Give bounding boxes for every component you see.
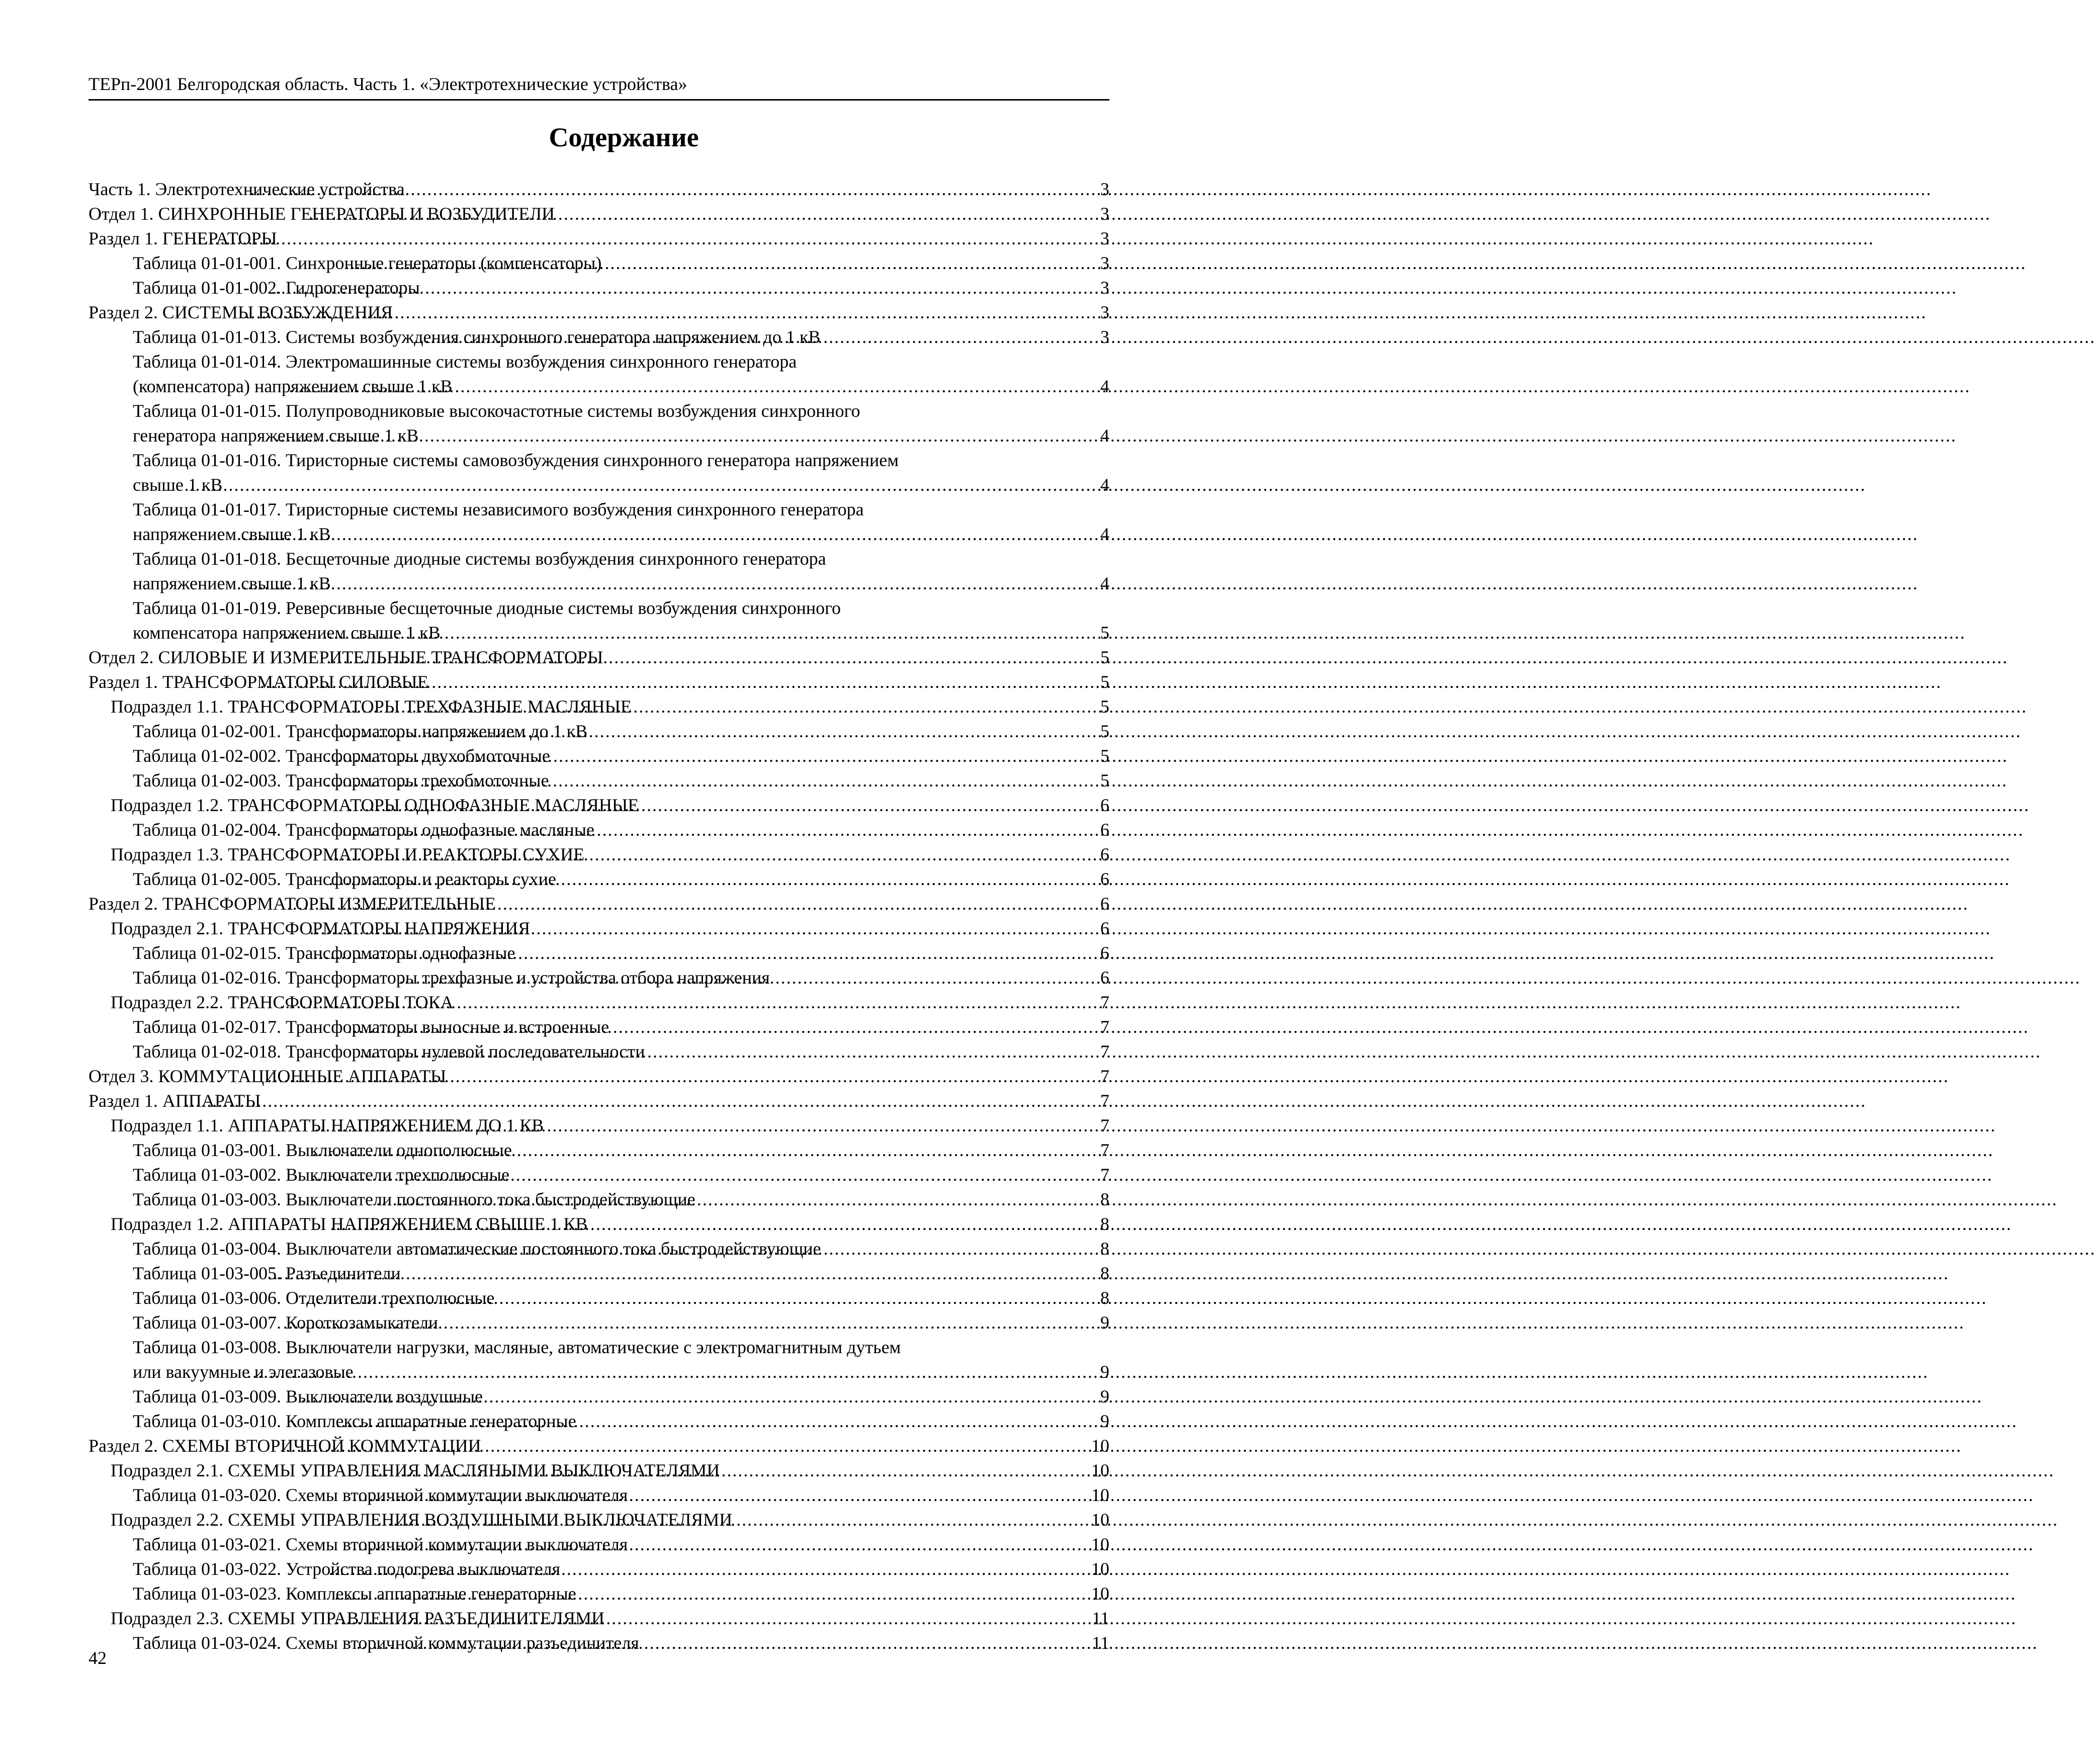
toc-entry-title: Раздел 1. ТРАНСФОРМАТОРЫ СИЛОВЫЕ <box>89 672 428 692</box>
toc-entry-title: Таблица 01-02-003. Трансформаторы трехобмоточные <box>133 770 549 790</box>
toc-entry-title: Таблица 01-03-008. Выключатели нагрузки, масляные, автоматические с электромагнитным дутьем <box>133 1337 901 1357</box>
toc-entry-title: Таблица 01-03-022. Устройства подогрева выключателя <box>133 1559 561 1579</box>
toc-entry-title: Таблица 01-03-010. Комплексы аппаратные генераторные <box>133 1411 576 1431</box>
toc-entry-page: 3 <box>1100 327 1109 347</box>
toc-entry[interactable] <box>89 1039 1109 1064</box>
toc-entry[interactable] <box>89 1532 1109 1557</box>
toc-entry-page: 3 <box>1100 253 1109 273</box>
toc-entry-title: Отдел 3. КОММУТАЦИОННЫЕ АППАРАТЫ <box>89 1066 447 1086</box>
toc-entry-title: Раздел 2. СИСТЕМЫ ВОЗБУЖДЕНИЯ <box>89 302 393 322</box>
dot-leader <box>345 251 1094 276</box>
toc-entry-title: Таблица 01-03-006. Отделители трехполюсные <box>133 1288 495 1308</box>
dot-leader <box>301 1384 1094 1409</box>
toc-entry-title: Таблица 01-03-002. Выключатели трехполюсные <box>133 1165 509 1185</box>
toc-entry[interactable] <box>89 177 1109 202</box>
dot-leader <box>289 374 1094 399</box>
dot-leader <box>399 965 1094 990</box>
toc-entry-title: Подраздел 2.3. СХЕМЫ УПРАВЛЕНИЯ РАЗЪЕДИНИТЕЛЯМИ <box>111 1608 604 1628</box>
toc-entry[interactable] <box>89 276 1109 300</box>
dot-leader <box>237 571 1094 596</box>
toc-entry-page: 5 <box>1100 721 1109 741</box>
dot-leader <box>185 473 1094 497</box>
dot-leader <box>311 1163 1094 1187</box>
toc-entry-page: 4 <box>1100 376 1109 396</box>
toc-entry-title-continued: напряжением свыше 1 кВ <box>133 524 331 544</box>
toc-entry-title-continued: свыше 1 кВ <box>133 475 223 495</box>
toc-entry[interactable] <box>89 1015 1109 1039</box>
dot-leader <box>353 1483 1088 1508</box>
toc-entry[interactable] <box>89 892 1109 916</box>
toc-entry[interactable] <box>89 349 1109 399</box>
dot-leader <box>377 1508 1088 1532</box>
page-title: Содержание <box>549 122 699 152</box>
dot-leader <box>185 1089 1094 1113</box>
toc-entry-title: Таблица 01-01-016. Тиристорные системы самовозбуждения синхронного генератора напряжением <box>133 450 899 470</box>
toc-entry[interactable] <box>89 694 1109 719</box>
toc-entry-title: Подраздел 2.2. ТРАНСФОРМАТОРЫ ТОКА <box>111 992 454 1012</box>
toc-entry-title: Подраздел 1.2. АППАРАТЫ НАПРЯЖЕНИЕМ СВЫШЕ 1 КВ <box>111 1214 588 1234</box>
toc-entry-page: 6 <box>1100 820 1109 840</box>
toc-entry-title: Таблица 01-03-021. Схемы вторичной коммутации выключателя <box>133 1534 628 1554</box>
toc-entry-page: 3 <box>1100 302 1109 322</box>
toc-entry-page: 5 <box>1100 770 1109 790</box>
toc-entry-page: 10 <box>1091 1559 1109 1579</box>
toc-entry[interactable] <box>89 399 1109 448</box>
toc-entry[interactable] <box>89 768 1109 793</box>
toc-entry-page: 10 <box>1091 1436 1109 1456</box>
toc-entry-title: Таблица 01-03-004. Выключатели автоматические постоянного тока быстродействующие <box>133 1239 821 1259</box>
toc-entry-title: Подраздел 2.1. ТРАНСФОРМАТОРЫ НАПРЯЖЕНИЯ <box>111 918 531 938</box>
toc-entry-page: 7 <box>1100 1066 1109 1086</box>
dot-leader <box>283 1310 1094 1335</box>
toc-entry-title: Раздел 1. ГЕНЕРАТОРЫ <box>89 228 277 248</box>
toc-entry-page: 6 <box>1100 918 1109 938</box>
dot-leader <box>326 768 1094 793</box>
toc-entry-page: 9 <box>1100 1386 1109 1406</box>
dot-leader <box>329 842 1094 867</box>
toc-entry-title: Раздел 2. СХЕМЫ ВТОРИЧНОЙ КОММУТАЦИИ <box>89 1436 481 1456</box>
toc-entry-page: 10 <box>1091 1460 1109 1480</box>
toc-entry-title: Таблица 01-01-013. Системы возбуждения синхронного генератора напряжением до 1 кВ <box>133 327 821 347</box>
toc-entry[interactable] <box>89 596 1109 645</box>
toc-entry[interactable] <box>89 719 1109 744</box>
dot-leader <box>334 1581 1088 1606</box>
toc-entry-title-continued: генератора напряжением свыше 1 кВ <box>133 425 419 446</box>
dot-leader <box>345 694 1094 719</box>
toc-entry[interactable] <box>89 1483 1109 1508</box>
toc-entry[interactable] <box>89 1557 1109 1581</box>
toc-entry-page: 10 <box>1091 1583 1109 1604</box>
dot-leader <box>268 1261 1094 1286</box>
toc-entry-title: Таблица 01-02-004. Трансформаторы однофазные масляные <box>133 820 594 840</box>
dot-leader <box>284 621 1094 645</box>
toc-entry-page: 3 <box>1100 179 1109 199</box>
dot-leader <box>336 1409 1094 1434</box>
dot-leader <box>414 1237 1095 1261</box>
toc-entry-page: 11 <box>1092 1633 1109 1653</box>
dot-leader <box>373 1458 1088 1483</box>
toc-entry[interactable] <box>89 645 1109 670</box>
dot-leader <box>309 916 1094 941</box>
toc-entry-page: 8 <box>1100 1239 1109 1259</box>
toc-entry[interactable] <box>89 965 1109 990</box>
dot-leader <box>353 1532 1088 1557</box>
toc-entry[interactable] <box>89 1458 1109 1483</box>
toc-entry-title-continued: напряжением свыше 1 кВ <box>133 573 331 593</box>
dot-leader <box>326 645 1094 670</box>
dot-leader <box>237 522 1094 547</box>
toc-entry-title: Отдел 2. СИЛОВЫЕ И ИЗМЕРИТЕЛЬНЫЕ ТРАНСФОРМАТОРЫ <box>89 647 603 667</box>
toc-entry-title: Таблица 01-02-016. Трансформаторы трехфазные и устройства отбора напряжения <box>133 967 770 988</box>
dot-leader <box>275 423 1094 448</box>
toc-entry-title: Подраздел 1.1. ТРАНСФОРМАТОРЫ ТРЕХФАЗНЫЕ МАСЛЯНЫЕ <box>111 696 632 717</box>
toc-entry-title-continued: компенсатора напряжением свыше 1 кВ <box>133 623 441 643</box>
toc-entry[interactable] <box>89 1508 1109 1532</box>
toc-entry[interactable] <box>89 1163 1109 1187</box>
dot-leader <box>335 1606 1089 1631</box>
toc-entry-title: Таблица 01-01-017. Тиристорные системы независимого возбуждения синхронного генератора <box>133 499 864 519</box>
toc-entry-title: Подраздел 1.3. ТРАНСФОРМАТОРЫ И РЕАКТОРЫ СУХИЕ <box>111 844 585 864</box>
dot-leader <box>326 744 1094 768</box>
toc-entry-title: Таблица 01-03-001. Выключатели однополюсные <box>133 1140 512 1160</box>
toc-entry-title: Таблица 01-03-003. Выключатели постоянного тока быстродействующие <box>133 1189 695 1209</box>
toc-entry-title: Таблица 01-02-017. Трансформаторы выносные и встроенные <box>133 1017 609 1037</box>
toc-entry-title: Таблица 01-02-005. Трансформаторы и реакторы сухие <box>133 869 556 889</box>
toc-entry-title: Таблица 01-02-001. Трансформаторы напряжением до 1 кВ <box>133 721 588 741</box>
toc-entry-title: Таблица 01-03-020. Схемы вторичной коммутации выключателя <box>133 1485 628 1505</box>
dot-leader <box>348 793 1094 818</box>
toc-entry[interactable] <box>89 497 1109 547</box>
toc-entry[interactable] <box>89 251 1109 276</box>
dot-leader <box>287 892 1094 916</box>
toc-entry-page: 11 <box>1092 1608 1109 1628</box>
toc-entry-title: Таблица 01-03-023. Комплексы аппаратные генераторные <box>133 1583 576 1604</box>
toc-entry-page: 10 <box>1091 1485 1109 1505</box>
toc-entry-page: 5 <box>1100 672 1109 692</box>
toc-entry-page: 10 <box>1091 1510 1109 1530</box>
toc-entry[interactable] <box>89 1237 1109 1261</box>
toc-entry-title: Таблица 01-02-002. Трансформаторы двухобмоточные <box>133 746 550 766</box>
toc-entry[interactable] <box>89 1113 1109 1138</box>
toc-entry-page: 7 <box>1100 1115 1109 1135</box>
toc-entry-page: 9 <box>1100 1362 1109 1382</box>
toc-entry[interactable] <box>89 1138 1109 1163</box>
toc-entry-page: 5 <box>1100 696 1109 717</box>
toc-entry-page: 7 <box>1100 1091 1109 1111</box>
toc-entry-page: 9 <box>1100 1312 1109 1333</box>
toc-entry-page: 10 <box>1091 1534 1109 1554</box>
toc-entry[interactable] <box>89 1606 1109 1631</box>
toc-entry-page: 9 <box>1100 1411 1109 1431</box>
dot-leader <box>414 325 1094 349</box>
running-header: ТЕРп-2001 Белгородская область. Часть 1. «Электротехнические устройства» <box>89 74 687 94</box>
toc-entry-page: 5 <box>1100 623 1109 643</box>
toc-entry-title: Таблица 01-01-019. Реверсивные бесщеточные диодные системы возбуждения синхронного <box>133 598 841 618</box>
toc-entry-page: 7 <box>1100 1017 1109 1037</box>
dot-leader <box>347 1015 1094 1039</box>
dot-leader <box>309 202 1094 226</box>
page-number: 42 <box>89 1648 107 1668</box>
toc-entry-title: Подраздел 1.2. ТРАНСФОРМАТОРЫ ОДНОФАЗНЫЕ МАСЛЯНЫЕ <box>111 795 639 815</box>
toc-entry-page: 7 <box>1100 1041 1109 1062</box>
toc-entry-page: 5 <box>1100 647 1109 667</box>
toc-entry[interactable] <box>89 793 1109 818</box>
dot-leader <box>329 1557 1088 1581</box>
dot-leader <box>247 1360 1094 1384</box>
toc-entry-page: 4 <box>1100 425 1109 446</box>
toc-entry[interactable] <box>89 842 1109 867</box>
toc-entry[interactable] <box>89 1581 1109 1606</box>
toc-entry-page: 7 <box>1100 1140 1109 1160</box>
toc-entry[interactable] <box>89 300 1109 325</box>
toc-entry[interactable] <box>89 670 1109 694</box>
toc-entry-title: Таблица 01-01-002. Гидрогенераторы <box>133 278 420 298</box>
dot-leader <box>328 867 1094 892</box>
dot-leader <box>340 719 1094 744</box>
toc-entry-page: 5 <box>1100 746 1109 766</box>
toc-entry[interactable] <box>89 941 1109 965</box>
toc-entry-title: Таблица 01-01-018. Бесщеточные диодные системы возбуждения синхронного генератора <box>133 549 826 569</box>
toc-entry[interactable] <box>89 1064 1109 1089</box>
toc-entry-title: Раздел 2. ТРАНСФОРМАТОРЫ ИЗМЕРИТЕЛЬНЫЕ <box>89 894 496 914</box>
toc-entry[interactable] <box>89 1261 1109 1286</box>
toc-entry-page: 6 <box>1100 967 1109 988</box>
toc-entry-title: Отдел 1. СИНХРОННЫЕ ГЕНЕРАТОРЫ И ВОЗБУДИТЕЛИ <box>89 204 555 224</box>
dot-leader <box>260 670 1094 694</box>
toc-entry[interactable] <box>89 867 1109 892</box>
toc-entry[interactable] <box>89 1434 1109 1458</box>
toc-entry-title: Раздел 1. АППАРАТЫ <box>89 1091 261 1111</box>
toc-entry-title: Таблица 01-03-005. Разъединители <box>133 1263 401 1283</box>
toc-entry-page: 8 <box>1100 1288 1109 1308</box>
toc-entry[interactable] <box>89 448 1109 497</box>
toc-entry-page: 4 <box>1100 573 1109 593</box>
toc-entry-title: Подраздел 2.2. СХЕМЫ УПРАВЛЕНИЯ ВОЗДУШНЫМИ ВЫКЛЮЧАТЕЛЯМИ <box>111 1510 733 1530</box>
dot-leader <box>357 1631 1089 1655</box>
toc-entry-title: Таблица 01-03-009. Выключатели воздушные <box>133 1386 483 1406</box>
toc-entry[interactable] <box>89 744 1109 768</box>
toc-entry[interactable] <box>89 990 1109 1015</box>
toc-entry-page: 4 <box>1100 524 1109 544</box>
toc-entry-page: 8 <box>1100 1189 1109 1209</box>
dot-leader <box>360 1039 1094 1064</box>
toc-entry-page: 6 <box>1100 943 1109 963</box>
toc-entry-page: 8 <box>1100 1214 1109 1234</box>
toc-entry-page: 3 <box>1100 228 1109 248</box>
toc-entry-title-continued: (компенсатора) напряжением свыше 1 кВ <box>133 376 453 396</box>
toc-entry[interactable] <box>89 1409 1109 1434</box>
toc-entry-page: 7 <box>1100 992 1109 1012</box>
toc-entry-title: Таблица 01-03-024. Схемы вторичной коммутации разъединителя <box>133 1633 639 1653</box>
toc-entry-page: 3 <box>1100 204 1109 224</box>
toc-entry[interactable] <box>89 1286 1109 1310</box>
toc-entry[interactable] <box>89 325 1109 349</box>
toc-entry-page: 7 <box>1100 1165 1109 1185</box>
toc-entry[interactable] <box>89 547 1109 596</box>
toc-entry-title: Таблица 01-03-007. Короткозамыкатели <box>133 1312 439 1333</box>
toc-entry[interactable] <box>89 1089 1109 1113</box>
toc-entry[interactable] <box>89 1631 1109 1655</box>
dot-leader <box>280 1434 1088 1458</box>
toc-entry[interactable] <box>89 1310 1109 1335</box>
dot-leader <box>276 276 1094 300</box>
toc-entry-title: Подраздел 2.1. СХЕМЫ УПРАВЛЕНИЯ МАСЛЯНЫМИ ВЫКЛЮЧАТЕЛЯМИ <box>111 1460 720 1480</box>
dot-leader <box>280 990 1094 1015</box>
toc-entry-page: 6 <box>1100 869 1109 889</box>
toc-entry-title: Таблица 01-02-018. Трансформаторы нулевой последовательности <box>133 1041 645 1062</box>
toc-entry-title-continued: или вакуумные и элегазовые <box>133 1362 354 1382</box>
toc-entry[interactable] <box>89 1335 1109 1384</box>
dot-leader <box>305 1286 1094 1310</box>
toc-entry-title: Таблица 01-01-001. Синхронные генераторы (компенсаторы) <box>133 253 602 273</box>
toc-entry-page: 8 <box>1100 1263 1109 1283</box>
dot-leader <box>314 1113 1094 1138</box>
toc-entry[interactable] <box>89 818 1109 842</box>
toc-entry[interactable] <box>89 226 1109 251</box>
dot-leader <box>330 1212 1094 1237</box>
toc-entry-title: Таблица 01-01-014. Электромашинные системы возбуждения синхронного генератора <box>133 351 797 372</box>
dot-leader <box>376 1187 1094 1212</box>
toc-entry[interactable] <box>89 1212 1109 1237</box>
table-of-contents <box>89 177 1109 1655</box>
toc-entry-title: Часть 1. Электротехнические устройства <box>89 179 405 199</box>
toc-entry-title: Таблица 01-02-015. Трансформаторы однофазные <box>133 943 515 963</box>
dot-leader <box>342 818 1094 842</box>
toc-entry[interactable] <box>89 202 1109 226</box>
dot-leader <box>312 1138 1094 1163</box>
dot-leader <box>313 941 1094 965</box>
toc-entry-page: 3 <box>1100 278 1109 298</box>
toc-entry-title: Подраздел 1.1. АППАРАТЫ НАПРЯЖЕНИЕМ ДО 1 КВ <box>111 1115 544 1135</box>
toc-entry[interactable] <box>89 916 1109 941</box>
dot-leader <box>250 177 1095 202</box>
toc-entry-page: 6 <box>1100 844 1109 864</box>
dot-leader <box>268 1064 1094 1089</box>
toc-entry-page: 6 <box>1100 894 1109 914</box>
dot-leader <box>193 226 1094 251</box>
toc-entry[interactable] <box>89 1384 1109 1409</box>
toc-entry[interactable] <box>89 1187 1109 1212</box>
dot-leader <box>245 300 1094 325</box>
toc-entry-page: 6 <box>1100 795 1109 815</box>
toc-entry-page: 4 <box>1100 475 1109 495</box>
toc-entry-title: Таблица 01-01-015. Полупроводниковые высокочастотные системы возбуждения синхронного <box>133 401 860 421</box>
header-divider <box>89 99 1109 101</box>
